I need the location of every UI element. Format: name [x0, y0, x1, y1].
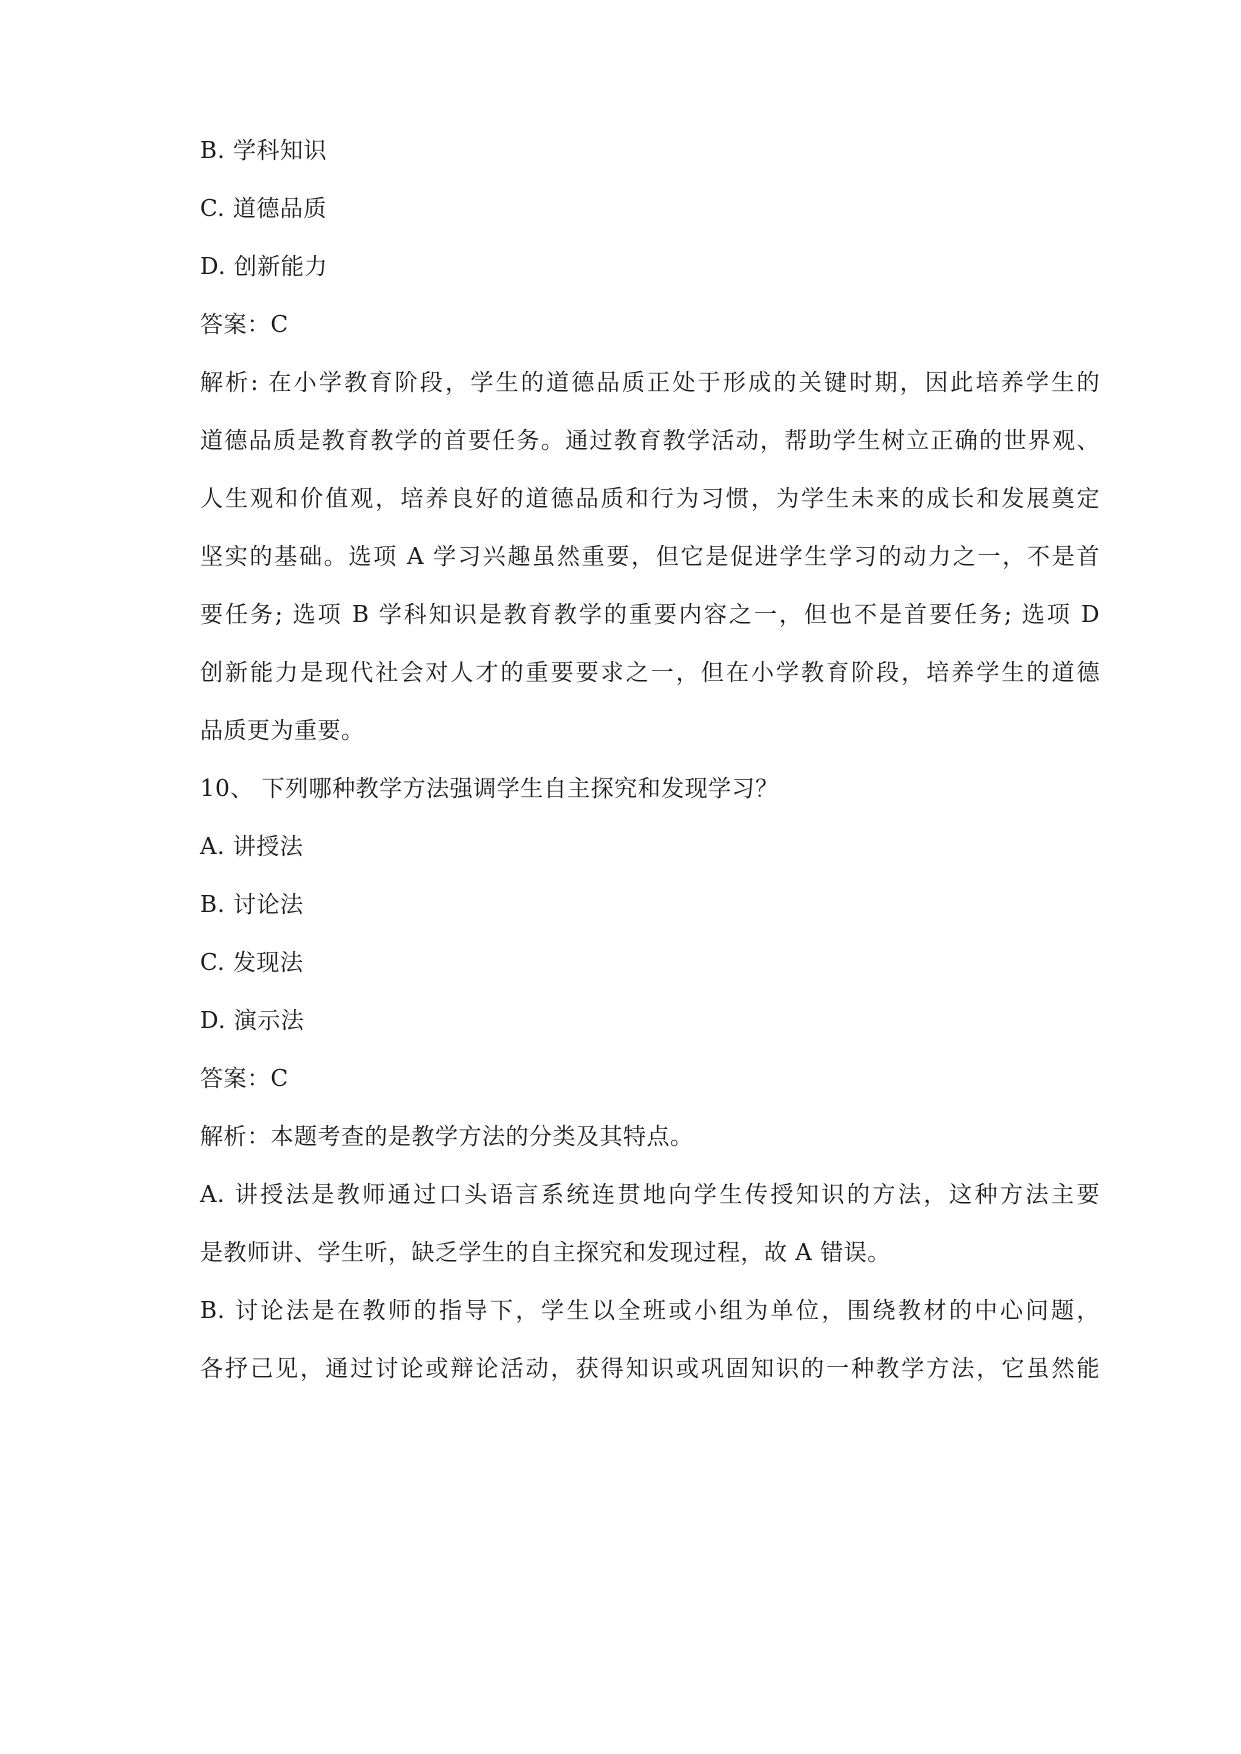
q9-analysis-line: 要任务; 选项 B 学科知识是教育教学的重要内容之一，但也不是首要任务; 选项 D [200, 602, 1100, 628]
q9-analysis-line: 创新能力是现代社会对人才的重要要求之一，但在小学教育阶段，培养学生的道德 [200, 660, 1100, 686]
q9-analysis-line: 品质更为重要。 [200, 718, 365, 744]
q9-option-c: C. 道德品质 [200, 196, 327, 222]
q9-analysis-line: 道德品质是教育教学的首要任务。通过教育教学活动，帮助学生树立正确的世界观、 [200, 428, 1100, 454]
q9-analysis-line: 人生观和价值观，培养良好的道德品质和行为习惯，为学生未来的成长和发展奠定 [200, 486, 1100, 512]
q10-option-a: A. 讲授法 [200, 834, 304, 860]
q9-option-b: B. 学科知识 [200, 138, 328, 164]
q10-analysis-intro: 解析：本题考查的是教学方法的分类及其特点。 [200, 1124, 694, 1150]
q10-analysis-b-line: B. 讨论法是在教师的指导下，学生以全班或小组为单位，围绕教材的中心问题， [200, 1298, 1100, 1324]
q10-analysis-a-line: 是教师讲、学生听，缺乏学生的自主探究和发现过程，故 A 错误。 [200, 1240, 891, 1266]
q10-option-d: D. 演示法 [200, 1008, 305, 1034]
q9-analysis-line: 坚实的基础。选项 A 学习兴趣虽然重要，但它是促进学生学习的动力之一，不是首 [200, 544, 1100, 570]
q9-answer: 答案：C [200, 312, 289, 338]
q10-option-b: B. 讨论法 [200, 892, 304, 918]
q10-answer: 答案：C [200, 1066, 289, 1092]
q10-question: 10、 下列哪种教学方法强调学生自主探究和发现学习？ [200, 776, 779, 802]
q10-analysis-a-line: A. 讲授法是教师通过口头语言系统连贯地向学生传授知识的方法，这种方法主要 [200, 1182, 1100, 1208]
q10-option-c: C. 发现法 [200, 950, 304, 976]
q10-analysis-b-line: 各抒己见，通过讨论或辩论活动，获得知识或巩固知识的一种教学方法，它虽然能 [200, 1356, 1100, 1382]
q9-option-d: D. 创新能力 [200, 254, 328, 280]
q9-analysis-line: 解析: 在小学教育阶段，学生的道德品质正处于形成的关键时期，因此培养学生的 [200, 370, 1100, 396]
